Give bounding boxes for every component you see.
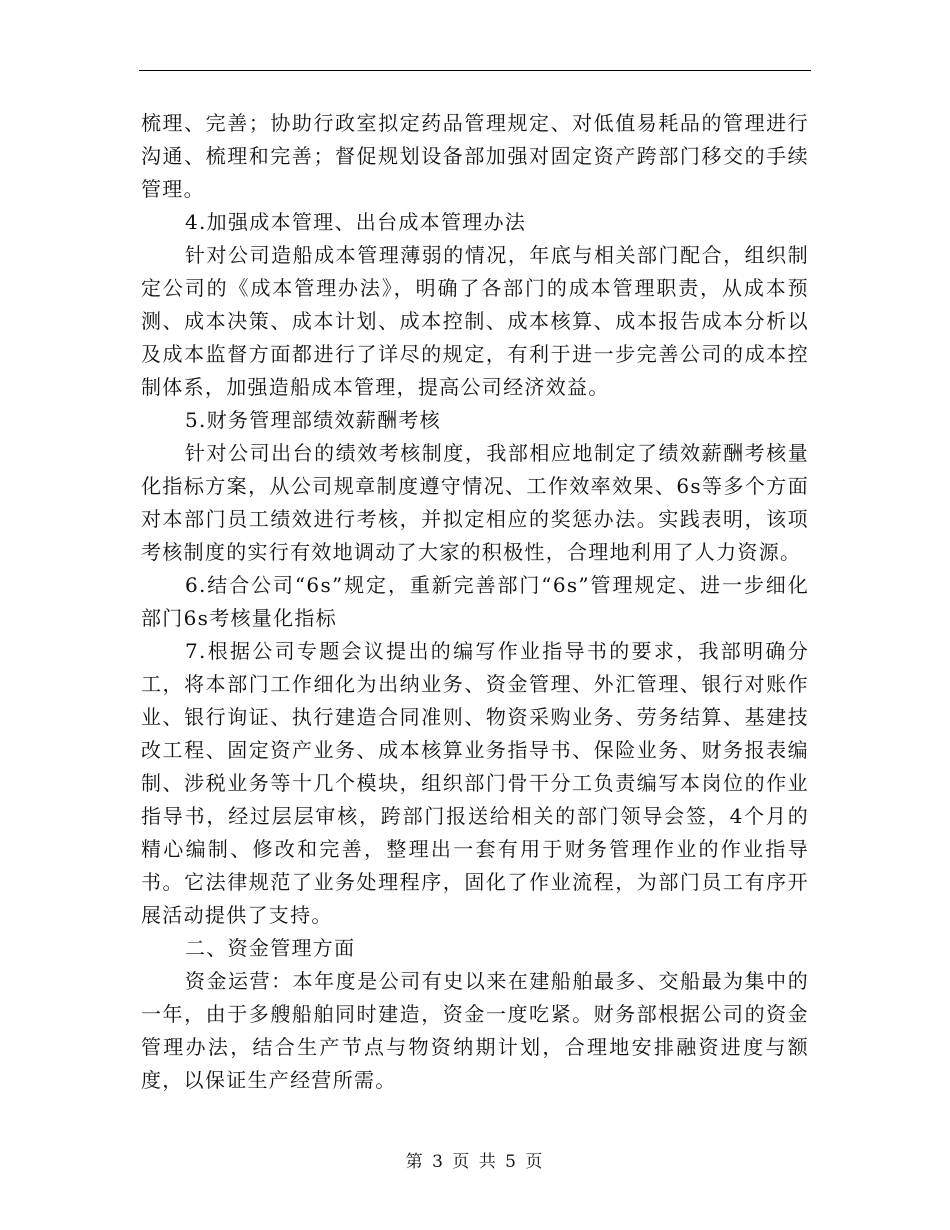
section-heading-6s: 6.结合公司“6s”规定，重新完善部门“6s”管理规定、进一步细化部门6s考核量化指标 xyxy=(141,573,809,630)
header-rule xyxy=(139,70,811,71)
paragraph-continued: 梳理、完善；协助行政室拟定药品管理规定、对低值易耗品的管理进行沟通、梳理和完善；督促规划设备部加强对固定资产跨部门移交的手续管理。 xyxy=(141,111,809,201)
section-heading-fund-management: 二、资金管理方面 xyxy=(185,936,356,960)
paragraph-work-instructions: 7.根据公司专题会议提出的编写作业指导书的要求，我部明确分工，将本部门工作细化为出纳业务、资金管理、外汇管理、银行对账作业、银行询证、执行建造合同准则、物资采购业务、劳务结算、基建技改工程、固定资产业务、成本核算业务指导书、保险业务、财务报表编制、涉税业务等十几个模块，组织部门骨干分工负责编写本岗位的作业指导书，经过层层审核，跨部门报送给相关的部门领导会签，4个月的精心编制、修改和完善，整理出一套有用于财务管理作业的作业指导书。它法律规范了业务处理程序，固化了作业流程，为部门员工有序开展活动提供了支持。 xyxy=(141,639,809,927)
document-body xyxy=(141,107,809,1097)
paragraph-fund-operation: 资金运营：本年度是公司有史以来在建船舶最多、交船最为集中的一年，由于多艘船舶同时建造，资金一度吃紧。财务部根据公司的资金管理办法，结合生产节点与物资纳期计划，合理地安排融资进度与额度，以保证生产经营所需。 xyxy=(141,969,809,1092)
paragraph-performance-pay: 针对公司出台的绩效考核制度，我部相应地制定了绩效薪酬考核量化指标方案，从公司规章制度遵守情况、工作效率效果、6s等多个方面对本部门员工绩效进行考核，并拟定相应的奖惩办法。实践表明，该项考核制度的实行有效地调动了大家的积极性，合理地利用了人力资源。 xyxy=(141,441,809,564)
page-number-footer: 第 3 页 共 5 页 xyxy=(405,1152,545,1172)
section-heading-performance-pay: 5.财务管理部绩效薪酬考核 xyxy=(185,408,441,432)
section-heading-cost-management: 4.加强成本管理、出台成本管理办法 xyxy=(185,210,527,234)
paragraph-cost-management: 针对公司造船成本管理薄弱的情况，年底与相关部门配合，组织制定公司的《成本管理办法》，明确了各部门的成本管理职责，从成本预测、成本决策、成本计划、成本控制、成本核算、成本报告成本分析以及成本监督方面都进行了详尽的规定，有利于进一步完善公司的成本控制体系，加强造船成本管理，提高公司经济效益。 xyxy=(141,243,809,399)
